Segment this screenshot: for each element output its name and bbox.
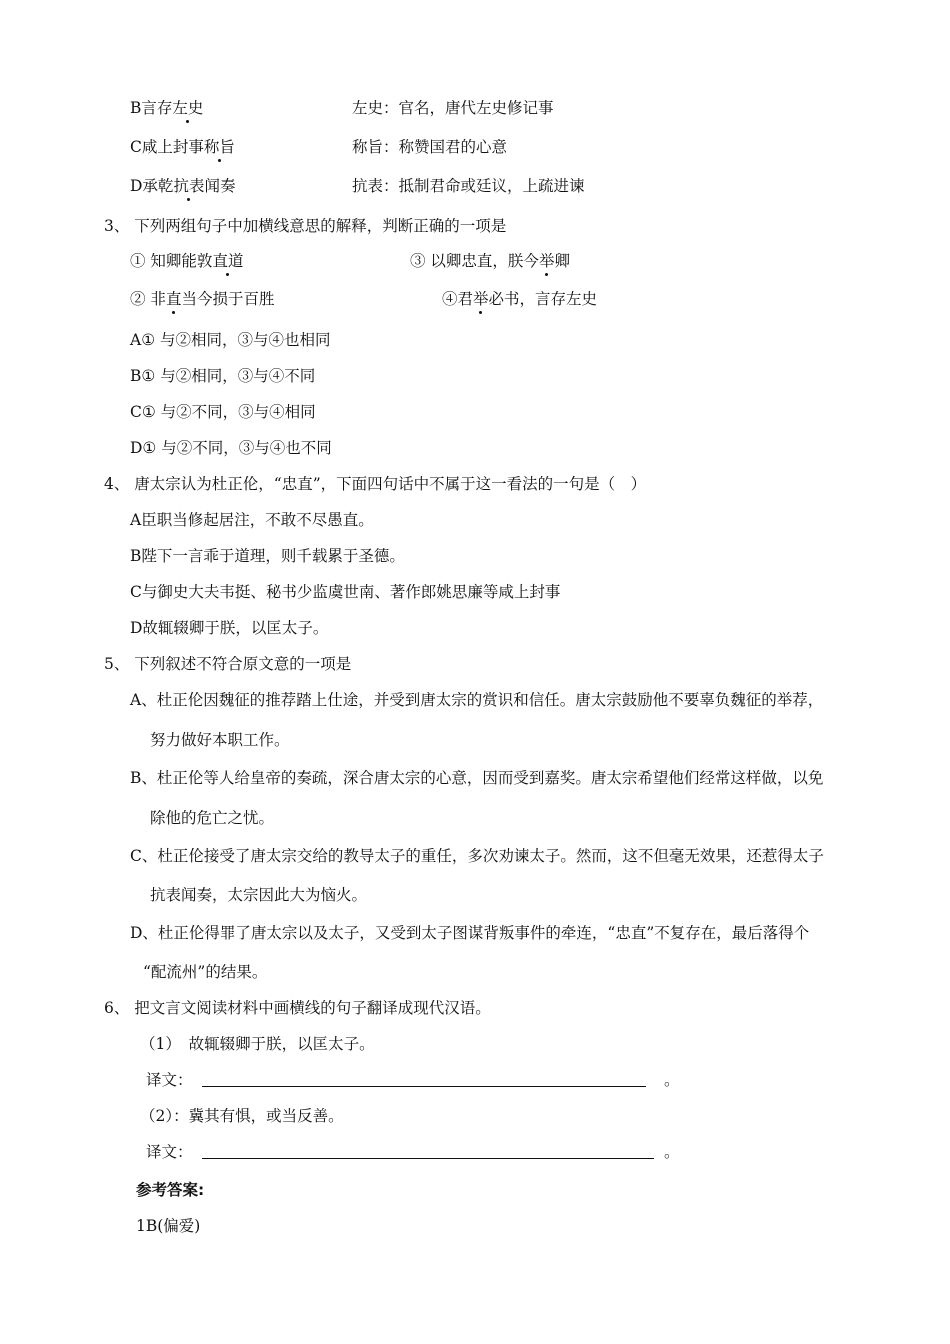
q6-translation-end-2: 。 [664,1143,680,1161]
q5-option-d-line1: D、杜正伦得罪了唐太宗以及太子，又受到太子图谋背叛事件的牵连，“忠直”不复存在，最后落得个 [130,924,810,942]
q5-option-b-line1: B、杜正伦等人给皇帝的奏疏，深合唐太宗的心意，因而受到嘉奖。唐太宗希望他们经常这样做，以免 [130,769,824,787]
q3-s3-dotted: 举 [538,252,555,270]
q2-option-b-gloss: 左史：官名，唐代左史修记事 [352,99,554,117]
q3-s3-post: 卿 [554,252,570,270]
q5-option-c-line1: C、杜正伦接受了唐太宗交给的教导太子的重任，多次劝谏太子。然而，这不但毫无效果，还惹得太子 [130,847,824,865]
q3-s2-post: 当今损于百胜 [181,290,275,308]
q6-translation-blank-2[interactable] [202,1158,654,1159]
q5-option-b-line2: 除他的危亡之忧。 [150,809,275,827]
q2-option-c-text: C咸上封事 [130,138,204,156]
q3-s1-pre: ① 知卿能敦 [130,252,213,270]
q3-option-b: B① 与②相同，③与④不同 [130,367,316,385]
q6-item-2: （2）：冀其有惧，或当反善。 [140,1107,344,1125]
q3-sentence-4 [442,288,597,310]
q3-s4-post: 必书，言存左史 [488,290,598,308]
q3-stem: 3、 下列两组句子中加横线意思的解释，判断正确的一项是 [104,217,507,235]
q3-s4-pre: ④君 [442,290,474,308]
q4-option-c: C与御史大夫韦挺、秘书少监虞世南、著作郎姚思廉等咸上封事 [130,583,561,601]
q2-option-c [130,136,235,158]
q4-option-b: B陛下一言乖于道理，则千载累于圣德。 [130,547,405,565]
q5-option-a-line1: A、杜正伦因魏征的推荐踏上仕途，并受到唐太宗的赏识和信任。唐太宗鼓励他不要辜负魏征的举荐， [130,691,824,709]
answer-1: 1B(偏爱) [136,1217,201,1235]
q2-option-d-post: 闻奏 [204,177,236,195]
q3-s3-pre: ③ 以卿忠直，朕今 [410,252,539,270]
q6-translation-end-1: 。 [664,1071,680,1089]
q5-option-a-line2: 努力做好本职工作。 [150,731,290,749]
q3-s2-dotted: 直 [165,290,182,308]
q5-option-c-line2: 抗表闻奏，太宗因此大为恼火。 [150,886,368,904]
q3-option-d: D① 与②不同，③与④也不同 [130,439,332,457]
q3-sentence-1 [130,250,243,272]
answers-title: 参考答案: [136,1181,205,1199]
q6-item-1: （1） 故辄辍卿于朕，以匡太子。 [140,1035,375,1053]
q3-s4-dotted: 举 [473,290,489,308]
q6-stem: 6、 把文言文阅读材料中画横线的句子翻译成现代汉语。 [104,999,491,1017]
q2-option-d-dotted: 抗表 [173,177,205,195]
q3-s2-pre: ② 非 [130,290,166,308]
q5-option-d-line2: “配流州”的结果。 [143,963,268,981]
q3-sentence-3 [410,250,570,272]
q4-option-d: D故辄辍卿于朕，以匡太子。 [130,619,329,637]
q2-option-b [130,97,203,119]
q5-stem: 5、 下列叙述不符合原文意的一项是 [104,655,352,673]
q3-sentence-2 [130,288,274,310]
q2-option-c-dotted: 称旨 [203,138,235,156]
q6-translation-blank-1[interactable] [202,1086,646,1087]
q2-option-c-gloss: 称旨：称赞国君的心意 [352,138,508,156]
q2-option-d-text: D承乾 [130,177,174,195]
q6-translation-label-2: 译文： [146,1143,193,1161]
q4-stem: 4、 唐太宗认为杜正伦，“忠直”，下面四句话中不属于这一看法的一句是（ ） [104,475,647,493]
q2-option-d [130,175,235,197]
q2-option-b-text: B言存 [130,99,173,117]
q6-translation-label-1: 译文： [146,1071,193,1089]
q3-option-c: C① 与②不同，③与④相同 [130,403,316,421]
q2-option-d-gloss: 抗表：抵制君命或廷议，上疏进谏 [352,177,585,195]
q4-option-a: A臣职当修起居注，不敢不尽愚直。 [130,511,374,529]
q3-s1-dotted: 直道 [212,252,244,270]
q2-option-b-dotted: 左史 [172,99,204,117]
q3-option-a: A① 与②相同，③与④也相同 [130,331,331,349]
